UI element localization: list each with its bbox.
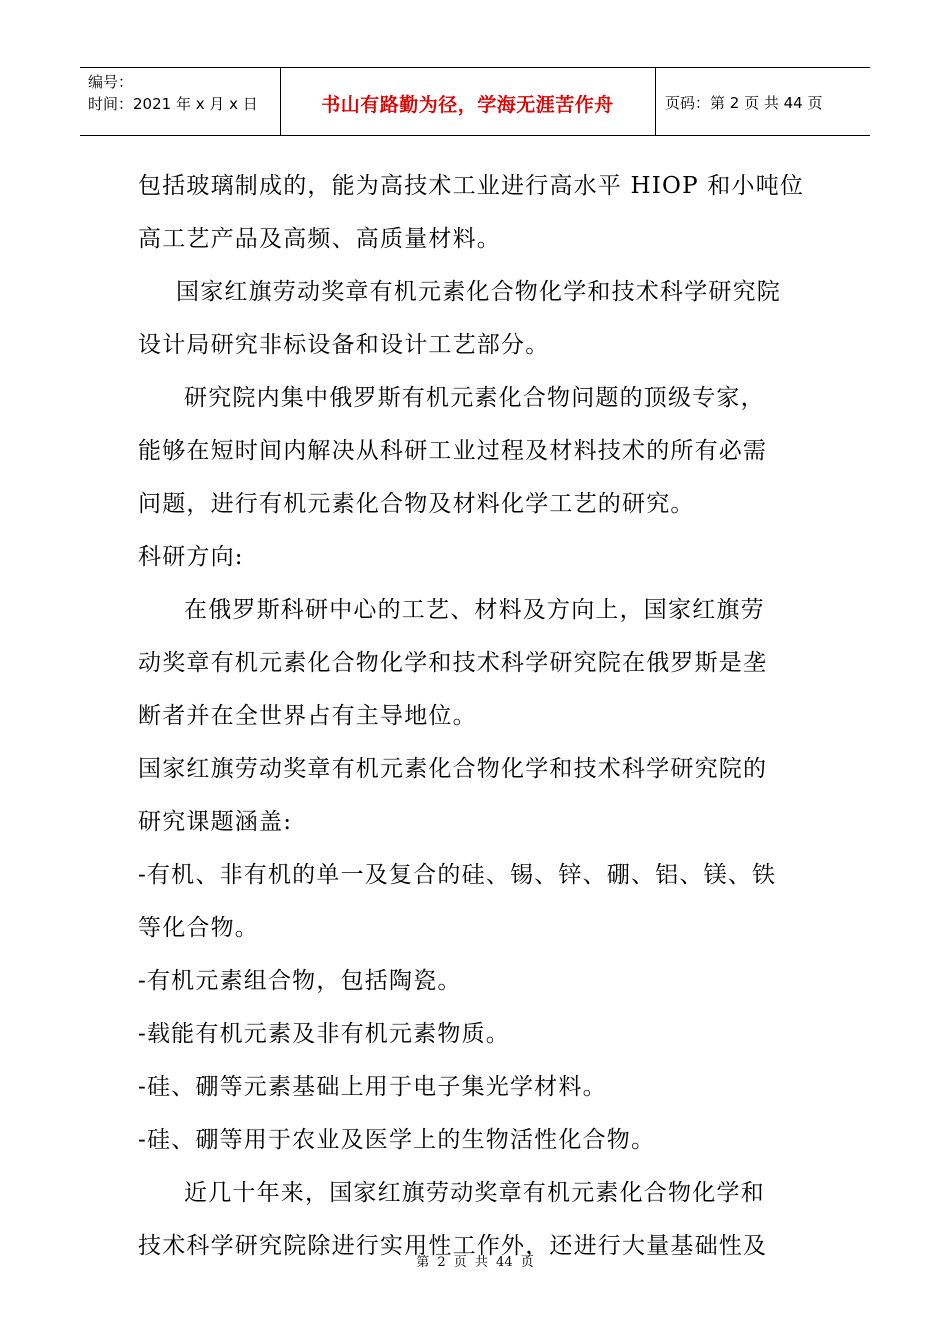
body-line: 近几十年来，国家红旗劳动奖章有机元素化合物化学和 xyxy=(184,1180,765,1206)
list-item-continuation: 等化合物。 xyxy=(138,915,259,941)
body-line: 研究课题涵盖: xyxy=(138,809,293,835)
document-header xyxy=(80,67,870,136)
list-item: -硅、硼等元素基础上用于电子集光学材料。 xyxy=(138,1074,607,1100)
body-line: 技术科学研究院除进行实用性工作外，还进行大量基础性及 xyxy=(138,1233,768,1259)
body-line: 国家红旗劳动奖章有机元素化合物化学和技术科学研究院的 xyxy=(138,756,768,782)
body-line: 国家红旗劳动奖章有机元素化合物化学和技术科学研究院 xyxy=(176,279,781,305)
document-date: 时间：2021 年 x 月 x 日 xyxy=(88,95,258,113)
body-line: 在俄罗斯科研中心的工艺、材料及方向上，国家红旗劳 xyxy=(184,597,765,623)
header-divider-right xyxy=(655,68,656,135)
body-line: 断者并在全世界占有主导地位。 xyxy=(138,703,477,729)
body-line: 能够在短时间内解决从科研工业过程及材料技术的所有必需 xyxy=(138,438,768,464)
header-page-code: 页码：第 2 页 共 44 页 xyxy=(665,94,823,112)
header-meta xyxy=(88,71,258,115)
document-body xyxy=(138,160,818,1273)
body-line: 包括玻璃制成的，能为高技术工业进行高水平 HIOP 和小吨位 xyxy=(138,173,805,199)
list-item: -有机元素组合物，包括陶瓷。 xyxy=(138,968,462,994)
list-item: -载能有机元素及非有机元素物质。 xyxy=(138,1021,510,1047)
body-line: 设计局研究非标设备和设计工艺部分。 xyxy=(138,332,550,358)
document-number-label: 编号： xyxy=(88,73,134,91)
list-item: -有机、非有机的单一及复合的硅、锡、锌、硼、铝、镁、铁 xyxy=(138,862,777,888)
body-line: 动奖章有机元素化合物化学和技术科学研究院在俄罗斯是垄 xyxy=(138,650,768,676)
section-heading: 科研方向: xyxy=(138,544,244,570)
body-line: 研究院内集中俄罗斯有机元素化合物问题的顶级专家， xyxy=(184,385,765,411)
body-line: 问题，进行有机元素化合物及材料化学工艺的研究。 xyxy=(138,491,695,517)
list-item: -硅、硼等用于农业及医学上的生物活性化合物。 xyxy=(138,1127,656,1153)
header-motto: 书山有路勤为径，学海无涯苦作舟 xyxy=(321,94,614,116)
body-line: 高工艺产品及高频、高质量材料。 xyxy=(138,226,501,252)
page-footer: 第 2 页 共 44 页 xyxy=(416,1255,534,1270)
